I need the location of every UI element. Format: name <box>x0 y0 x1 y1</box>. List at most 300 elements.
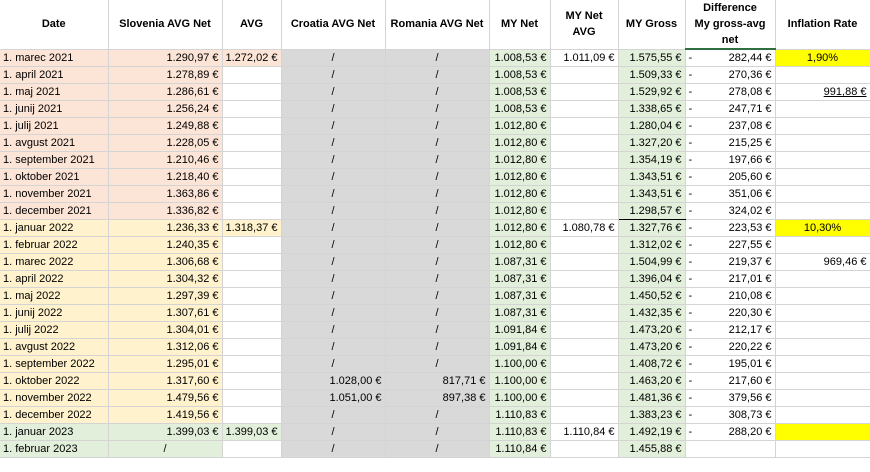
difference-prefix: - <box>688 290 693 302</box>
cell-croatia-avg-net[interactable]: / <box>281 441 385 458</box>
difference-value: 227,55 € <box>728 239 772 251</box>
cell-date[interactable]: 1. oktober 2022 <box>0 373 108 390</box>
cell-avg[interactable] <box>222 169 281 186</box>
cell-avg[interactable] <box>222 390 281 407</box>
difference-prefix: - <box>688 154 693 166</box>
cell-avg[interactable] <box>222 407 281 424</box>
cell-romania-avg-net[interactable]: / <box>385 441 489 458</box>
cell-romania-avg-net[interactable]: / <box>385 424 489 441</box>
cell-difference[interactable] <box>685 390 775 407</box>
header-my-gross[interactable]: MY Gross <box>618 0 685 49</box>
cell-my-net-avg[interactable] <box>550 390 618 407</box>
cell-my-net[interactable]: 1.110,83 € <box>489 407 550 424</box>
cell-romania-avg-net[interactable]: / <box>385 407 489 424</box>
cell-avg[interactable] <box>222 118 281 135</box>
cell-inflation-rate[interactable] <box>775 271 870 288</box>
cell-inflation-rate[interactable] <box>775 390 870 407</box>
header-difference[interactable] <box>685 0 775 49</box>
cell-croatia-avg-net[interactable]: / <box>281 237 385 254</box>
cell-date[interactable]: 1. maj 2022 <box>0 288 108 305</box>
cell-slovenia-avg-net[interactable]: 1.286,61 € <box>108 84 222 101</box>
table-row <box>0 390 870 407</box>
cell-inflation-rate[interactable] <box>775 441 870 458</box>
cell-inflation-rate[interactable] <box>775 356 870 373</box>
cell-avg[interactable] <box>222 305 281 322</box>
cell-slovenia-avg-net[interactable]: 1.312,06 € <box>108 339 222 356</box>
cell-romania-avg-net[interactable]: 897,38 € <box>385 390 489 407</box>
cell-my-net[interactable]: 1.087,31 € <box>489 271 550 288</box>
cell-my-net-avg[interactable]: 1.110,84 € <box>550 424 618 441</box>
cell-my-gross[interactable]: 1.492,19 € <box>618 424 685 441</box>
cell-difference[interactable] <box>685 186 775 203</box>
cell-my-net-avg[interactable] <box>550 118 618 135</box>
cell-my-net[interactable]: 1.091,84 € <box>489 339 550 356</box>
cell-inflation-rate[interactable] <box>775 203 870 220</box>
cell-my-net[interactable]: 1.100,00 € <box>489 373 550 390</box>
header-avg[interactable]: AVG <box>222 0 281 49</box>
difference-value: 210,08 € <box>728 290 772 302</box>
cell-croatia-avg-net[interactable]: / <box>281 254 385 271</box>
header-my-net[interactable]: MY Net <box>489 0 550 49</box>
difference-prefix: - <box>688 120 693 132</box>
cell-my-net[interactable]: 1.012,80 € <box>489 237 550 254</box>
cell-my-net-avg[interactable] <box>550 67 618 84</box>
cell-my-gross[interactable]: 1.529,92 € <box>618 84 685 101</box>
cell-date[interactable]: 1. december 2022 <box>0 407 108 424</box>
cell-my-net-avg[interactable]: 1.011,09 € <box>550 49 618 67</box>
cell-my-net-avg[interactable] <box>550 101 618 118</box>
cell-croatia-avg-net[interactable]: 1.051,00 € <box>281 390 385 407</box>
cell-date[interactable]: 1. januar 2022 <box>0 220 108 237</box>
cell-difference[interactable] <box>685 356 775 373</box>
cell-my-gross[interactable]: 1.473,20 € <box>618 322 685 339</box>
cell-my-net[interactable]: 1.110,83 € <box>489 424 550 441</box>
difference-value: 308,73 € <box>728 409 772 421</box>
cell-my-gross[interactable]: 1.408,72 € <box>618 356 685 373</box>
cell-my-gross[interactable]: 1.450,52 € <box>618 288 685 305</box>
cell-my-net-avg[interactable] <box>550 271 618 288</box>
cell-date[interactable]: 1. avgust 2022 <box>0 339 108 356</box>
difference-prefix: - <box>688 341 693 353</box>
cell-my-net[interactable]: 1.087,31 € <box>489 254 550 271</box>
cell-my-gross[interactable]: 1.575,55 € <box>618 49 685 67</box>
header-my-net-avg[interactable]: MY Net AVG <box>550 0 618 49</box>
cell-romania-avg-net[interactable]: / <box>385 169 489 186</box>
cell-inflation-rate[interactable] <box>775 101 870 118</box>
cell-slovenia-avg-net[interactable]: 1.307,61 € <box>108 305 222 322</box>
cell-romania-avg-net[interactable]: / <box>385 49 489 67</box>
cell-my-gross[interactable]: 1.338,65 € <box>618 101 685 118</box>
cell-difference[interactable] <box>685 220 775 237</box>
cell-date[interactable]: 1. november 2021 <box>0 186 108 203</box>
cell-my-gross[interactable]: 1.327,20 € <box>618 135 685 152</box>
cell-my-net-avg[interactable] <box>550 186 618 203</box>
cell-inflation-rate[interactable] <box>775 373 870 390</box>
header-inflation-rate[interactable]: Inflation Rate <box>775 0 870 49</box>
cell-inflation-rate[interactable] <box>775 169 870 186</box>
cell-my-net-avg[interactable] <box>550 305 618 322</box>
cell-slovenia-avg-net[interactable]: 1.249,88 € <box>108 118 222 135</box>
table-row <box>0 373 870 390</box>
cell-my-gross[interactable]: 1.343,51 € <box>618 186 685 203</box>
cell-my-net[interactable]: 1.008,53 € <box>489 67 550 84</box>
cell-romania-avg-net[interactable]: / <box>385 152 489 169</box>
cell-my-gross[interactable]: 1.343,51 € <box>618 169 685 186</box>
cell-slovenia-avg-net[interactable]: 1.419,56 € <box>108 407 222 424</box>
cell-difference[interactable] <box>685 49 775 67</box>
cell-my-net-avg[interactable] <box>550 373 618 390</box>
difference-prefix: - <box>688 188 693 200</box>
header-romania-avg-net[interactable]: Romania AVG Net <box>385 0 489 49</box>
cell-romania-avg-net[interactable]: / <box>385 186 489 203</box>
cell-my-net[interactable]: 1.012,80 € <box>489 169 550 186</box>
table-row <box>0 135 870 152</box>
table-row <box>0 322 870 339</box>
cell-difference[interactable] <box>685 84 775 101</box>
cell-avg[interactable] <box>222 203 281 220</box>
cell-slovenia-avg-net[interactable]: 1.290,97 € <box>108 49 222 67</box>
cell-inflation-rate[interactable]: 969,46 € <box>775 254 870 271</box>
cell-difference[interactable] <box>685 237 775 254</box>
difference-value: 278,08 € <box>728 86 772 98</box>
cell-croatia-avg-net[interactable]: / <box>281 169 385 186</box>
difference-prefix: - <box>688 358 693 370</box>
cell-my-net[interactable]: 1.012,80 € <box>489 203 550 220</box>
cell-my-net[interactable]: 1.012,80 € <box>489 118 550 135</box>
cell-slovenia-avg-net[interactable]: 1.218,40 € <box>108 169 222 186</box>
cell-my-gross[interactable]: 1.383,23 € <box>618 407 685 424</box>
cell-slovenia-avg-net[interactable]: 1.336,82 € <box>108 203 222 220</box>
difference-value: 205,60 € <box>728 171 772 183</box>
cell-romania-avg-net[interactable]: / <box>385 220 489 237</box>
cell-croatia-avg-net[interactable]: / <box>281 322 385 339</box>
cell-romania-avg-net[interactable]: 817,71 € <box>385 373 489 390</box>
table-row <box>0 271 870 288</box>
cell-croatia-avg-net[interactable]: / <box>281 220 385 237</box>
cell-inflation-rate[interactable] <box>775 118 870 135</box>
cell-inflation-rate[interactable] <box>775 288 870 305</box>
cell-my-net-avg[interactable] <box>550 441 618 458</box>
cell-date[interactable]: 1. april 2022 <box>0 271 108 288</box>
header-date[interactable]: Date <box>0 0 108 49</box>
cell-slovenia-avg-net[interactable]: 1.297,39 € <box>108 288 222 305</box>
cell-inflation-rate[interactable] <box>775 237 870 254</box>
cell-inflation-rate[interactable]: 991,88 € <box>775 84 870 101</box>
cell-my-net[interactable]: 1.012,80 € <box>489 220 550 237</box>
table-row <box>0 441 870 458</box>
cell-slovenia-avg-net[interactable]: 1.399,03 € <box>108 424 222 441</box>
cell-avg[interactable] <box>222 152 281 169</box>
table-row <box>0 424 870 441</box>
header-croatia-avg-net[interactable]: Croatia AVG Net <box>281 0 385 49</box>
cell-date[interactable]: 1. marec 2022 <box>0 254 108 271</box>
cell-inflation-rate[interactable] <box>775 339 870 356</box>
cell-my-net-avg[interactable] <box>550 152 618 169</box>
table-row <box>0 220 870 237</box>
cell-slovenia-avg-net[interactable]: 1.363,86 € <box>108 186 222 203</box>
cell-my-net[interactable]: 1.008,53 € <box>489 84 550 101</box>
cell-my-net-avg[interactable] <box>550 84 618 101</box>
cell-slovenia-avg-net[interactable]: 1.210,46 € <box>108 152 222 169</box>
cell-my-gross[interactable]: 1.280,04 € <box>618 118 685 135</box>
cell-slovenia-avg-net[interactable]: 1.317,60 € <box>108 373 222 390</box>
cell-croatia-avg-net[interactable]: / <box>281 135 385 152</box>
cell-slovenia-avg-net[interactable]: 1.304,01 € <box>108 322 222 339</box>
cell-my-gross[interactable]: 1.432,35 € <box>618 305 685 322</box>
table-row <box>0 203 870 220</box>
cell-croatia-avg-net[interactable]: / <box>281 152 385 169</box>
cell-croatia-avg-net[interactable]: / <box>281 118 385 135</box>
cell-croatia-avg-net[interactable]: / <box>281 186 385 203</box>
cell-avg[interactable] <box>222 356 281 373</box>
cell-avg[interactable] <box>222 67 281 84</box>
cell-avg[interactable]: 1.399,03 € <box>222 424 281 441</box>
cell-inflation-rate[interactable] <box>775 186 870 203</box>
cell-difference[interactable] <box>685 254 775 271</box>
cell-avg[interactable] <box>222 135 281 152</box>
table-row <box>0 118 870 135</box>
cell-my-net-avg[interactable]: 1.080,78 € <box>550 220 618 237</box>
header-difference-subtitle: My gross-avg net <box>694 18 766 46</box>
difference-value: 220,30 € <box>728 307 772 319</box>
difference-value: 217,60 € <box>728 375 772 387</box>
cell-croatia-avg-net[interactable]: 1.028,00 € <box>281 373 385 390</box>
cell-my-net[interactable]: 1.012,80 € <box>489 135 550 152</box>
cell-avg[interactable] <box>222 322 281 339</box>
cell-difference[interactable] <box>685 288 775 305</box>
difference-value: 237,08 € <box>728 120 772 132</box>
cell-slovenia-avg-net[interactable]: / <box>108 441 222 458</box>
cell-date[interactable]: 1. maj 2021 <box>0 84 108 101</box>
difference-prefix: - <box>688 52 693 64</box>
cell-avg[interactable]: 1.318,37 € <box>222 220 281 237</box>
cell-my-gross[interactable]: 1.455,88 € <box>618 441 685 458</box>
cell-romania-avg-net[interactable]: / <box>385 339 489 356</box>
cell-difference[interactable] <box>685 441 775 458</box>
cell-my-gross[interactable]: 1.312,02 € <box>618 237 685 254</box>
cell-croatia-avg-net[interactable]: / <box>281 305 385 322</box>
table-row <box>0 407 870 424</box>
cell-difference[interactable] <box>685 339 775 356</box>
cell-avg[interactable] <box>222 441 281 458</box>
cell-difference[interactable] <box>685 169 775 186</box>
cell-slovenia-avg-net[interactable]: 1.278,89 € <box>108 67 222 84</box>
table-row <box>0 67 870 84</box>
table-row <box>0 186 870 203</box>
difference-value: 219,37 € <box>728 256 772 268</box>
cell-avg[interactable] <box>222 237 281 254</box>
cell-avg[interactable] <box>222 288 281 305</box>
cell-difference[interactable] <box>685 67 775 84</box>
table-row <box>0 254 870 271</box>
cell-my-gross[interactable]: 1.354,19 € <box>618 152 685 169</box>
cell-inflation-rate[interactable] <box>775 407 870 424</box>
difference-prefix: - <box>688 239 693 251</box>
cell-croatia-avg-net[interactable]: / <box>281 271 385 288</box>
cell-difference[interactable] <box>685 373 775 390</box>
cell-inflation-rate[interactable] <box>775 152 870 169</box>
cell-date[interactable]: 1. julij 2021 <box>0 118 108 135</box>
cell-inflation-rate[interactable]: 10,30% <box>775 220 870 237</box>
cell-croatia-avg-net[interactable]: / <box>281 84 385 101</box>
cell-romania-avg-net[interactable]: / <box>385 84 489 101</box>
cell-my-gross[interactable]: 1.481,36 € <box>618 390 685 407</box>
cell-inflation-rate[interactable]: 1,90% <box>775 49 870 67</box>
cell-my-gross[interactable]: 1.473,20 € <box>618 339 685 356</box>
cell-my-net[interactable]: 1.008,53 € <box>489 101 550 118</box>
cell-romania-avg-net[interactable]: / <box>385 67 489 84</box>
cell-slovenia-avg-net[interactable]: 1.304,32 € <box>108 271 222 288</box>
cell-croatia-avg-net[interactable]: / <box>281 407 385 424</box>
cell-difference[interactable] <box>685 203 775 220</box>
cell-my-net[interactable]: 1.012,80 € <box>489 186 550 203</box>
cell-my-net[interactable]: 1.012,80 € <box>489 152 550 169</box>
cell-date[interactable]: 1. december 2021 <box>0 203 108 220</box>
cell-avg[interactable] <box>222 339 281 356</box>
cell-romania-avg-net[interactable]: / <box>385 118 489 135</box>
header-slovenia-avg-net[interactable]: Slovenia AVG Net <box>108 0 222 49</box>
cell-my-net[interactable]: 1.091,84 € <box>489 322 550 339</box>
cell-date[interactable]: 1. november 2022 <box>0 390 108 407</box>
cell-croatia-avg-net[interactable]: / <box>281 203 385 220</box>
cell-date[interactable]: 1. junij 2022 <box>0 305 108 322</box>
cell-slovenia-avg-net[interactable]: 1.306,68 € <box>108 254 222 271</box>
difference-prefix: - <box>688 375 693 387</box>
table-row <box>0 169 870 186</box>
cell-inflation-rate[interactable] <box>775 424 870 441</box>
cell-romania-avg-net[interactable]: / <box>385 322 489 339</box>
cell-date[interactable]: 1. oktober 2021 <box>0 169 108 186</box>
cell-my-gross[interactable]: 1.396,04 € <box>618 271 685 288</box>
cell-my-net[interactable]: 1.110,84 € <box>489 441 550 458</box>
cell-croatia-avg-net[interactable]: / <box>281 67 385 84</box>
cell-inflation-rate[interactable] <box>775 322 870 339</box>
table-row <box>0 305 870 322</box>
cell-difference[interactable] <box>685 101 775 118</box>
cell-my-net-avg[interactable] <box>550 203 618 220</box>
cell-romania-avg-net[interactable]: / <box>385 271 489 288</box>
cell-date[interactable]: 1. februar 2022 <box>0 237 108 254</box>
cell-my-net[interactable]: 1.100,00 € <box>489 390 550 407</box>
difference-prefix: - <box>688 426 693 438</box>
cell-my-net-avg[interactable] <box>550 254 618 271</box>
cell-romania-avg-net[interactable]: / <box>385 101 489 118</box>
cell-my-net-avg[interactable] <box>550 322 618 339</box>
cell-my-net-avg[interactable] <box>550 356 618 373</box>
cell-my-gross[interactable]: 1.463,20 € <box>618 373 685 390</box>
cell-my-net-avg[interactable] <box>550 339 618 356</box>
cell-avg[interactable]: 1.272,02 € <box>222 49 281 67</box>
cell-date[interactable]: 1. april 2021 <box>0 67 108 84</box>
header-row <box>0 0 870 49</box>
difference-value: 195,01 € <box>728 358 772 370</box>
cell-date[interactable]: 1. september 2022 <box>0 356 108 373</box>
cell-romania-avg-net[interactable]: / <box>385 135 489 152</box>
cell-my-net-avg[interactable] <box>550 169 618 186</box>
cell-croatia-avg-net[interactable]: / <box>281 339 385 356</box>
difference-prefix: - <box>688 137 693 149</box>
cell-romania-avg-net[interactable]: / <box>385 356 489 373</box>
cell-my-net[interactable]: 1.087,31 € <box>489 305 550 322</box>
cell-date[interactable]: 1. januar 2023 <box>0 424 108 441</box>
cell-slovenia-avg-net[interactable]: 1.256,24 € <box>108 101 222 118</box>
cell-my-net-avg[interactable] <box>550 288 618 305</box>
cell-difference[interactable] <box>685 424 775 441</box>
cell-my-net-avg[interactable] <box>550 237 618 254</box>
difference-prefix: - <box>688 69 693 81</box>
cell-my-net-avg[interactable] <box>550 407 618 424</box>
cell-romania-avg-net[interactable]: / <box>385 203 489 220</box>
cell-romania-avg-net[interactable]: / <box>385 237 489 254</box>
cell-avg[interactable] <box>222 373 281 390</box>
cell-slovenia-avg-net[interactable]: 1.479,56 € <box>108 390 222 407</box>
cell-difference[interactable] <box>685 135 775 152</box>
difference-prefix: - <box>688 307 693 319</box>
cell-my-net[interactable]: 1.087,31 € <box>489 288 550 305</box>
cell-difference[interactable] <box>685 305 775 322</box>
cell-inflation-rate[interactable] <box>775 305 870 322</box>
cell-difference[interactable] <box>685 152 775 169</box>
table-row <box>0 49 870 67</box>
cell-difference[interactable] <box>685 118 775 135</box>
cell-avg[interactable] <box>222 271 281 288</box>
cell-slovenia-avg-net[interactable]: 1.236,33 € <box>108 220 222 237</box>
table-row <box>0 101 870 118</box>
cell-inflation-rate[interactable] <box>775 135 870 152</box>
cell-difference[interactable] <box>685 271 775 288</box>
cell-romania-avg-net[interactable]: / <box>385 254 489 271</box>
cell-avg[interactable] <box>222 186 281 203</box>
difference-value: 324,02 € <box>728 205 772 217</box>
cell-date[interactable]: 1. marec 2021 <box>0 49 108 67</box>
cell-date[interactable]: 1. avgust 2021 <box>0 135 108 152</box>
cell-date[interactable]: 1. junij 2021 <box>0 101 108 118</box>
cell-croatia-avg-net[interactable]: / <box>281 49 385 67</box>
cell-date[interactable]: 1. julij 2022 <box>0 322 108 339</box>
cell-slovenia-avg-net[interactable]: 1.240,35 € <box>108 237 222 254</box>
difference-prefix: - <box>688 103 693 115</box>
cell-my-gross[interactable]: 1.504,99 € <box>618 254 685 271</box>
cell-difference[interactable] <box>685 407 775 424</box>
cell-my-gross[interactable]: 1.327,76 € <box>618 220 685 237</box>
cell-romania-avg-net[interactable]: / <box>385 305 489 322</box>
cell-my-net[interactable]: 1.100,00 € <box>489 356 550 373</box>
cell-date[interactable]: 1. februar 2023 <box>0 441 108 458</box>
difference-value: 270,36 € <box>728 69 772 81</box>
difference-value: 379,56 € <box>728 392 772 404</box>
difference-prefix: - <box>688 409 693 421</box>
cell-difference[interactable] <box>685 322 775 339</box>
cell-inflation-rate[interactable] <box>775 67 870 84</box>
cell-romania-avg-net[interactable]: / <box>385 288 489 305</box>
cell-avg[interactable] <box>222 84 281 101</box>
cell-my-gross[interactable]: 1.509,33 € <box>618 67 685 84</box>
cell-my-gross[interactable]: 1.298,57 € <box>618 203 685 220</box>
cell-croatia-avg-net[interactable]: / <box>281 101 385 118</box>
table-row <box>0 84 870 101</box>
cell-croatia-avg-net[interactable]: / <box>281 356 385 373</box>
cell-my-net-avg[interactable] <box>550 135 618 152</box>
cell-date[interactable]: 1. september 2021 <box>0 152 108 169</box>
cell-croatia-avg-net[interactable]: / <box>281 288 385 305</box>
cell-croatia-avg-net[interactable]: / <box>281 424 385 441</box>
difference-value: 223,53 € <box>728 222 772 234</box>
cell-avg[interactable] <box>222 254 281 271</box>
cell-slovenia-avg-net[interactable]: 1.295,01 € <box>108 356 222 373</box>
cell-slovenia-avg-net[interactable]: 1.228,05 € <box>108 135 222 152</box>
cell-my-net[interactable]: 1.008,53 € <box>489 49 550 67</box>
cell-avg[interactable] <box>222 101 281 118</box>
